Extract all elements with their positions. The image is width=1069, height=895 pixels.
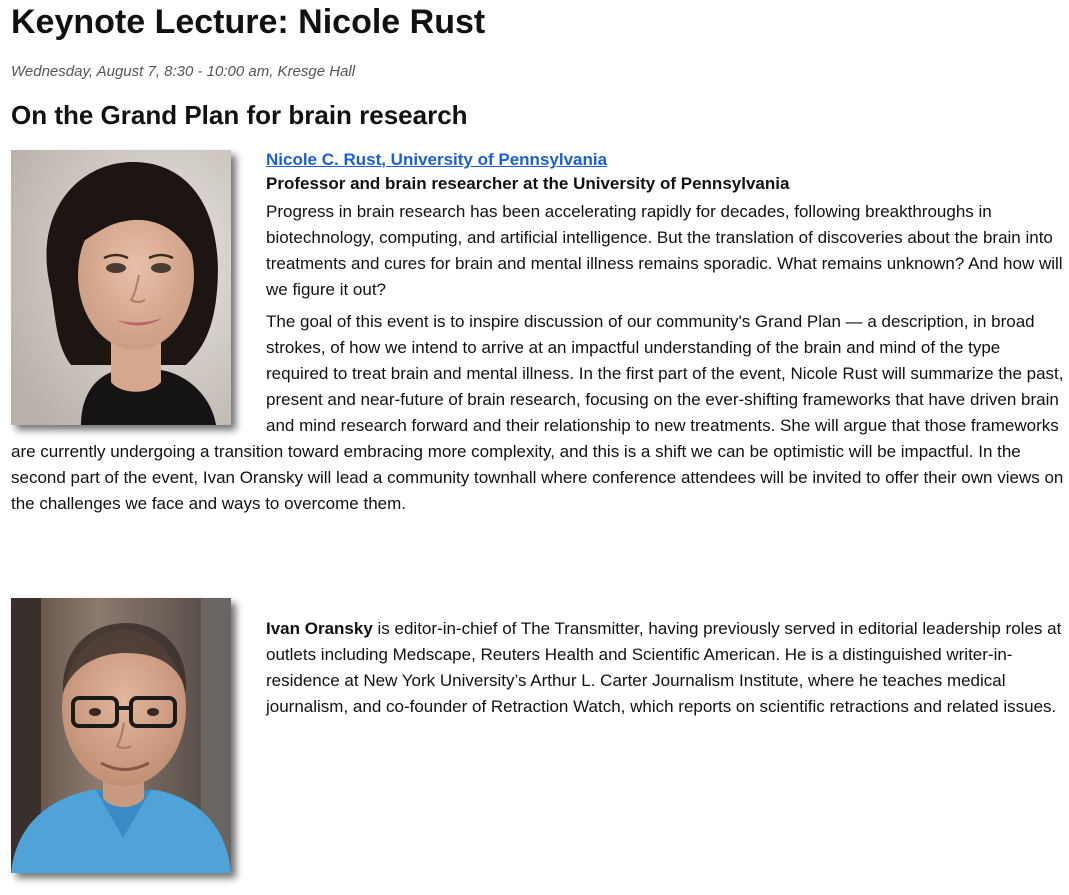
speaker-photo-oransky — [11, 598, 231, 873]
speaker-photo-rust — [11, 150, 231, 425]
lecture-description-paragraph-2: The goal of this event is to inspire discussion of our community's Grand Plan — a description, in broad strokes, of how we intend to arrive at an impactful understanding of the brain and mind of the type required to treat brain and mental illness. In the first part of the event, Nicole Rust will summarize the past, present and near-future of brain research, focusing on the ever-shifting frameworks that have driven brain and mind research forward and their relationship to new treatments. She will argue that those frameworks are currently undergoing a transition toward embracing more complexity, and this is a shift we can be optimistic will be impactful. In the second part of the event, Ivan Oransky will lead a community townhall where conference attendees will be invited to offer their own views on the challenges we face and ways to overcome them. — [11, 312, 1064, 513]
event-datetime-location: Wednesday, August 7, 8:30 - 10:00 am, Kresge Hall — [11, 63, 356, 80]
speaker-role-rust: Professor and brain researcher at the University of Pennsylvania — [266, 174, 790, 193]
speaker-section-oransky — [11, 598, 1067, 873]
lecture-subtitle: On the Grand Plan for brain research — [11, 100, 468, 130]
lecture-description-paragraph-1: Progress in brain research has been accelerating rapidly for decades, following breakthroughs in biotechnology, computing, and artificial intelligence. But the translation of discoveries about the brain into treatments and cures for brain and mental illness remains sporadic. What remains unknown? And how will we figure it out? — [266, 202, 1063, 299]
speaker-name-oransky: Ivan Oransky — [266, 619, 373, 638]
speaker-link-rust[interactable]: Nicole C. Rust, University of Pennsylvania — [266, 150, 608, 169]
speaker-bio-text: is editor-in-chief of The Transmitter, having previously served in editorial leadership roles at outlets including Medscape, Reuters Health and Scientific American. He is a distinguished writer-in-residence at New York University’s Arthur L. Carter Journalism Institute, where he teaches medical journalism, and co-founder of Retraction Watch, which reports on scientific retractions and related issues. — [266, 619, 1062, 716]
page-title: Keynote Lecture: Nicole Rust — [11, 3, 486, 41]
speaker-section-rust — [11, 150, 1067, 523]
